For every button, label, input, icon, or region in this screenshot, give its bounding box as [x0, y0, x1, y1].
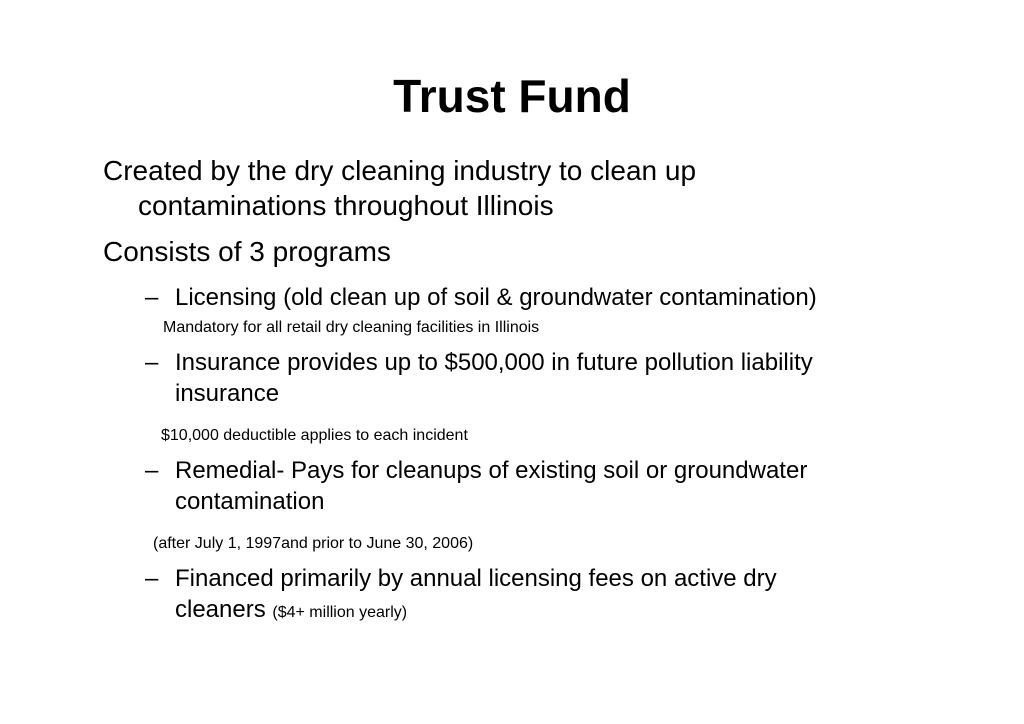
dash-financed: –	[145, 565, 159, 592]
sub-remedial-line2: contamination	[175, 488, 325, 515]
sub-licensing: Licensing (old clean up of soil & groundwater contamination)	[175, 284, 817, 311]
slide-title: Trust Fund	[393, 70, 631, 122]
bullet-created-line1: Created by the dry cleaning industry to clean up	[103, 155, 697, 186]
sub-remedial-line1: Remedial- Pays for cleanups of existing soil or groundwater	[175, 457, 808, 484]
sub-financed-amount: ($4+ million yearly)	[272, 604, 408, 621]
sub-financed-cleaners: cleaners	[175, 596, 266, 623]
note-insurance: $10,000 deductible applies to each incident	[161, 427, 468, 444]
bullet-created-line2: contaminations throughout Illinois	[138, 190, 554, 221]
sub-insurance-line1: Insurance provides up to $500,000 in future pollution liability	[175, 349, 813, 376]
sub-financed-line2	[175, 595, 407, 628]
dash-insurance: –	[145, 349, 159, 376]
dash-licensing: –	[145, 284, 159, 311]
sub-insurance-line2: insurance	[175, 380, 280, 407]
dash-remedial: –	[145, 457, 159, 484]
sub-financed-line1: Financed primarily by annual licensing fees on active dry	[175, 565, 777, 592]
note-remedial: (after July 1, 1997and prior to June 30, 2006)	[153, 535, 474, 552]
note-licensing: Mandatory for all retail dry cleaning facilities in Illinois	[163, 319, 540, 336]
bullet-consists: Consists of 3 programs	[103, 236, 391, 267]
